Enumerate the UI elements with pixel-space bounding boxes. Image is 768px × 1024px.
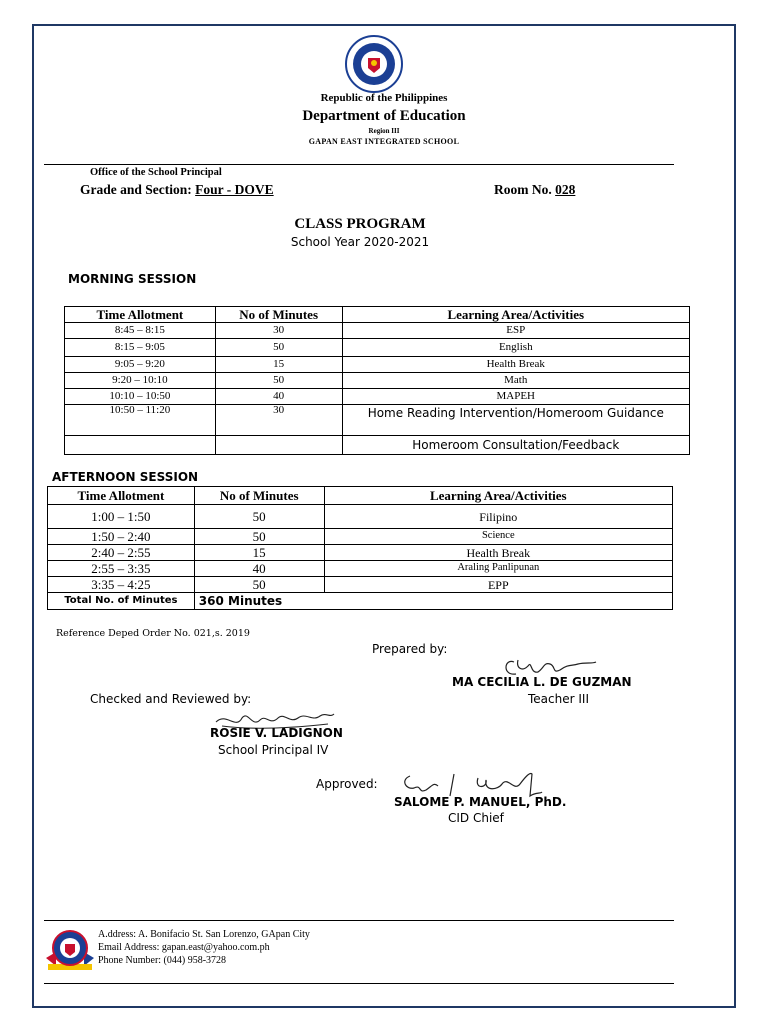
total-label: Total No. of Minutes — [48, 593, 195, 610]
republic-line: Republic of the Philippines — [320, 92, 448, 104]
cell-time: 1:50 – 2:40 — [48, 529, 195, 545]
table-row — [48, 561, 673, 577]
cell-time: 8:15 – 9:05 — [65, 339, 216, 357]
cell-activity: Math — [342, 373, 689, 389]
grade-value: Four - DOVE — [195, 182, 274, 197]
table-row — [65, 405, 690, 436]
cell-minutes: 50 — [194, 577, 324, 593]
grade-label: Grade and Section: — [80, 182, 192, 197]
header-time: Time Allotment — [48, 487, 195, 505]
room-value: 028 — [555, 182, 576, 197]
cell-time: 2:40 – 2:55 — [48, 545, 195, 561]
checked-name: ROSIE V. LADIGNON — [210, 726, 343, 740]
cell-minutes: 50 — [215, 373, 342, 389]
approved-label: Approved: — [316, 777, 378, 791]
header-minutes: No of Minutes — [194, 487, 324, 505]
header-activity: Learning Area/Activities — [324, 487, 672, 505]
prepared-title: Teacher III — [528, 692, 589, 706]
school-year: School Year 2020-2021 — [290, 235, 430, 249]
table-header-row — [48, 487, 673, 505]
room-label: Room No. — [494, 182, 552, 197]
cell-activity: English — [342, 339, 689, 357]
footer-contact — [98, 928, 310, 967]
cell-time: 3:35 – 4:25 — [48, 577, 195, 593]
table-row — [48, 529, 673, 545]
morning-table — [64, 306, 690, 455]
table-row — [65, 373, 690, 389]
cell-activity: EPP — [324, 577, 672, 593]
checked-title: School Principal IV — [218, 743, 329, 757]
table-row — [48, 505, 673, 529]
cell-time — [65, 436, 216, 455]
cell-activity: ESP — [342, 323, 689, 339]
table-row — [65, 389, 690, 405]
department-title: Department of Education — [302, 108, 466, 124]
morning-session-label: MORNING SESSION — [68, 272, 197, 286]
table-row — [65, 339, 690, 357]
header-minutes: No of Minutes — [215, 307, 342, 323]
cell-minutes — [215, 436, 342, 455]
cell-time: 2:55 – 3:35 — [48, 561, 195, 577]
cell-minutes: 40 — [194, 561, 324, 577]
cell-time: 9:20 – 10:10 — [65, 373, 216, 389]
region-line: Region III — [368, 127, 400, 135]
header-divider — [44, 164, 674, 165]
cell-minutes: 30 — [215, 405, 342, 436]
footer-phone: Phone Number: (044) 958-3728 — [98, 955, 227, 966]
school-name: GAPAN EAST INTEGRATED SCHOOL — [308, 137, 460, 146]
approved-name: SALOME P. MANUEL, PhD. — [394, 795, 567, 809]
footer-divider-bottom — [44, 983, 674, 984]
school-logo-icon — [46, 928, 94, 972]
table-row — [65, 323, 690, 339]
cell-minutes: 50 — [215, 339, 342, 357]
header-time: Time Allotment — [65, 307, 216, 323]
cell-activity: Homeroom Consultation/Feedback — [342, 436, 689, 455]
cell-time: 9:05 – 9:20 — [65, 357, 216, 373]
table-row — [65, 436, 690, 455]
cell-time: 10:10 – 10:50 — [65, 389, 216, 405]
table-total-row — [48, 593, 673, 610]
cell-minutes: 15 — [215, 357, 342, 373]
grade-section — [80, 182, 274, 198]
deped-seal-icon — [344, 34, 404, 94]
cell-activity: Filipino — [324, 505, 672, 529]
class-program-title: CLASS PROGRAM — [294, 216, 426, 232]
approved-title: CID Chief — [448, 811, 504, 825]
footer-divider-top — [44, 920, 674, 921]
reference-note: Reference Deped Order No. 021,s. 2019 — [56, 628, 250, 639]
cell-activity: Araling Panlipunan — [324, 561, 672, 577]
cell-activity: Health Break — [324, 545, 672, 561]
cell-minutes: 50 — [194, 529, 324, 545]
cell-minutes: 15 — [194, 545, 324, 561]
cell-time: 10:50 – 11:20 — [65, 405, 216, 436]
table-row — [48, 577, 673, 593]
checked-label: Checked and Reviewed by: — [90, 692, 252, 706]
cell-time: 1:00 – 1:50 — [48, 505, 195, 529]
cell-time: 8:45 – 8:15 — [65, 323, 216, 339]
table-row — [65, 357, 690, 373]
table-row — [48, 545, 673, 561]
office-line: Office of the School Principal — [90, 167, 222, 178]
cell-activity: Home Reading Intervention/Homeroom Guidance — [342, 405, 689, 436]
table-header-row — [65, 307, 690, 323]
afternoon-table — [47, 486, 673, 610]
cell-activity: Health Break — [342, 357, 689, 373]
room-number — [494, 182, 575, 198]
footer-address: A.ddress: A. Bonifacio St. San Lorenzo, GApan City — [98, 929, 310, 940]
total-value: 360 Minutes — [194, 593, 672, 610]
cell-minutes: 40 — [215, 389, 342, 405]
cell-minutes: 30 — [215, 323, 342, 339]
cell-minutes: 50 — [194, 505, 324, 529]
prepared-name: MA CECILIA L. DE GUZMAN — [452, 675, 632, 689]
prepared-label: Prepared by: — [372, 642, 448, 656]
footer-email: Email Address: gapan.east@yahoo.com.ph — [98, 942, 270, 953]
afternoon-session-label: AFTERNOON SESSION — [52, 470, 199, 484]
cell-activity: MAPEH — [342, 389, 689, 405]
cell-activity: Science — [324, 529, 672, 545]
header-activity: Learning Area/Activities — [342, 307, 689, 323]
